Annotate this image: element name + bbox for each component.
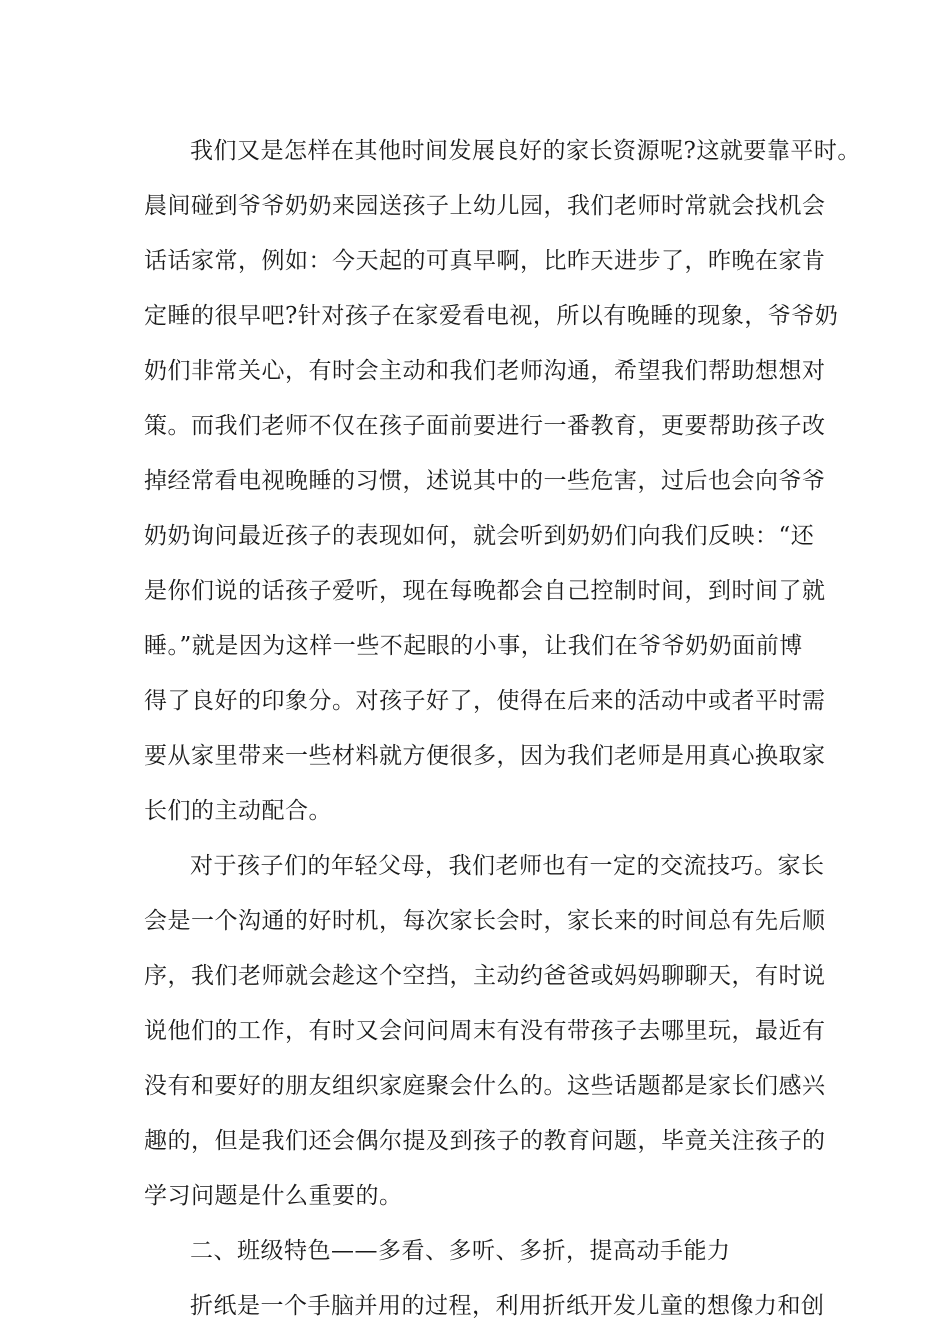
paragraph-1 <box>144 124 861 839</box>
text-line: 我们又是怎样在其他时间发展良好的家长资源呢?这就要靠平时。 <box>190 138 861 164</box>
text-line: 掉经常看电视晚睡的习惯，述说其中的一些危害，过后也会向爷爷 <box>144 468 826 494</box>
text-line: 学习问题是什么重要的。 <box>144 1183 403 1209</box>
text-line: 折纸是一个手脑并用的过程，利用折纸开发儿童的想像力和创 <box>190 1293 825 1319</box>
heading-line: 二、班级特色——多看、多听、多折，提高动手能力 <box>190 1238 731 1264</box>
text-line: 趣的，但是我们还会偶尔提及到孩子的教育问题，毕竟关注孩子的 <box>144 1128 826 1154</box>
text-line: 话话家常，例如：今天起的可真早啊，比昨天进步了，昨晚在家肯 <box>144 248 826 274</box>
text-line: 长们的主动配合。 <box>144 798 332 824</box>
text-line: 睡。”就是因为这样一些不起眼的小事，让我们在爷爷奶奶面前博 <box>144 633 803 659</box>
text-line: 奶们非常关心，有时会主动和我们老师沟通，希望我们帮助想想对 <box>144 358 826 384</box>
text-line: 策。而我们老师不仅在孩子面前要进行一番教育，更要帮助孩子改 <box>144 413 826 439</box>
section-heading <box>144 1224 816 1279</box>
text-line: 奶奶询问最近孩子的表现如何，就会听到奶奶们向我们反映：“还 <box>144 523 815 549</box>
text-line: 序，我们老师就会趁这个空挡，主动约爸爸或妈妈聊聊天，有时说 <box>144 963 826 989</box>
text-line: 没有和要好的朋友组织家庭聚会什么的。这些话题都是家长们感兴 <box>144 1073 826 1099</box>
text-line: 是你们说的话孩子爱听，现在每晚都会自己控制时间，到时间了就 <box>144 578 826 604</box>
text-line: 定睡的很早吧?针对孩子在家爱看电视，所以有晚睡的现象，爷爷奶 <box>144 303 839 329</box>
text-line: 得了良好的印象分。对孩子好了，使得在后来的活动中或者平时需 <box>144 688 826 714</box>
text-line: 对于孩子们的年轻父母，我们老师也有一定的交流技巧。家长 <box>190 853 825 879</box>
paragraph-2 <box>144 839 826 1224</box>
text-line: 会是一个沟通的好时机，每次家长会时，家长来的时间总有先后顺 <box>144 908 826 934</box>
text-line: 要从家里带来一些材料就方便很多，因为我们老师是用真心换取家 <box>144 743 826 769</box>
text-line: 晨间碰到爷爷奶奶来园送孩子上幼儿园，我们老师时常就会找机会 <box>144 193 826 219</box>
paragraph-3 <box>144 1279 825 1334</box>
body-text <box>144 124 861 1334</box>
text-line: 说他们的工作，有时又会问问周末有没有带孩子去哪里玩，最近有 <box>144 1018 826 1044</box>
